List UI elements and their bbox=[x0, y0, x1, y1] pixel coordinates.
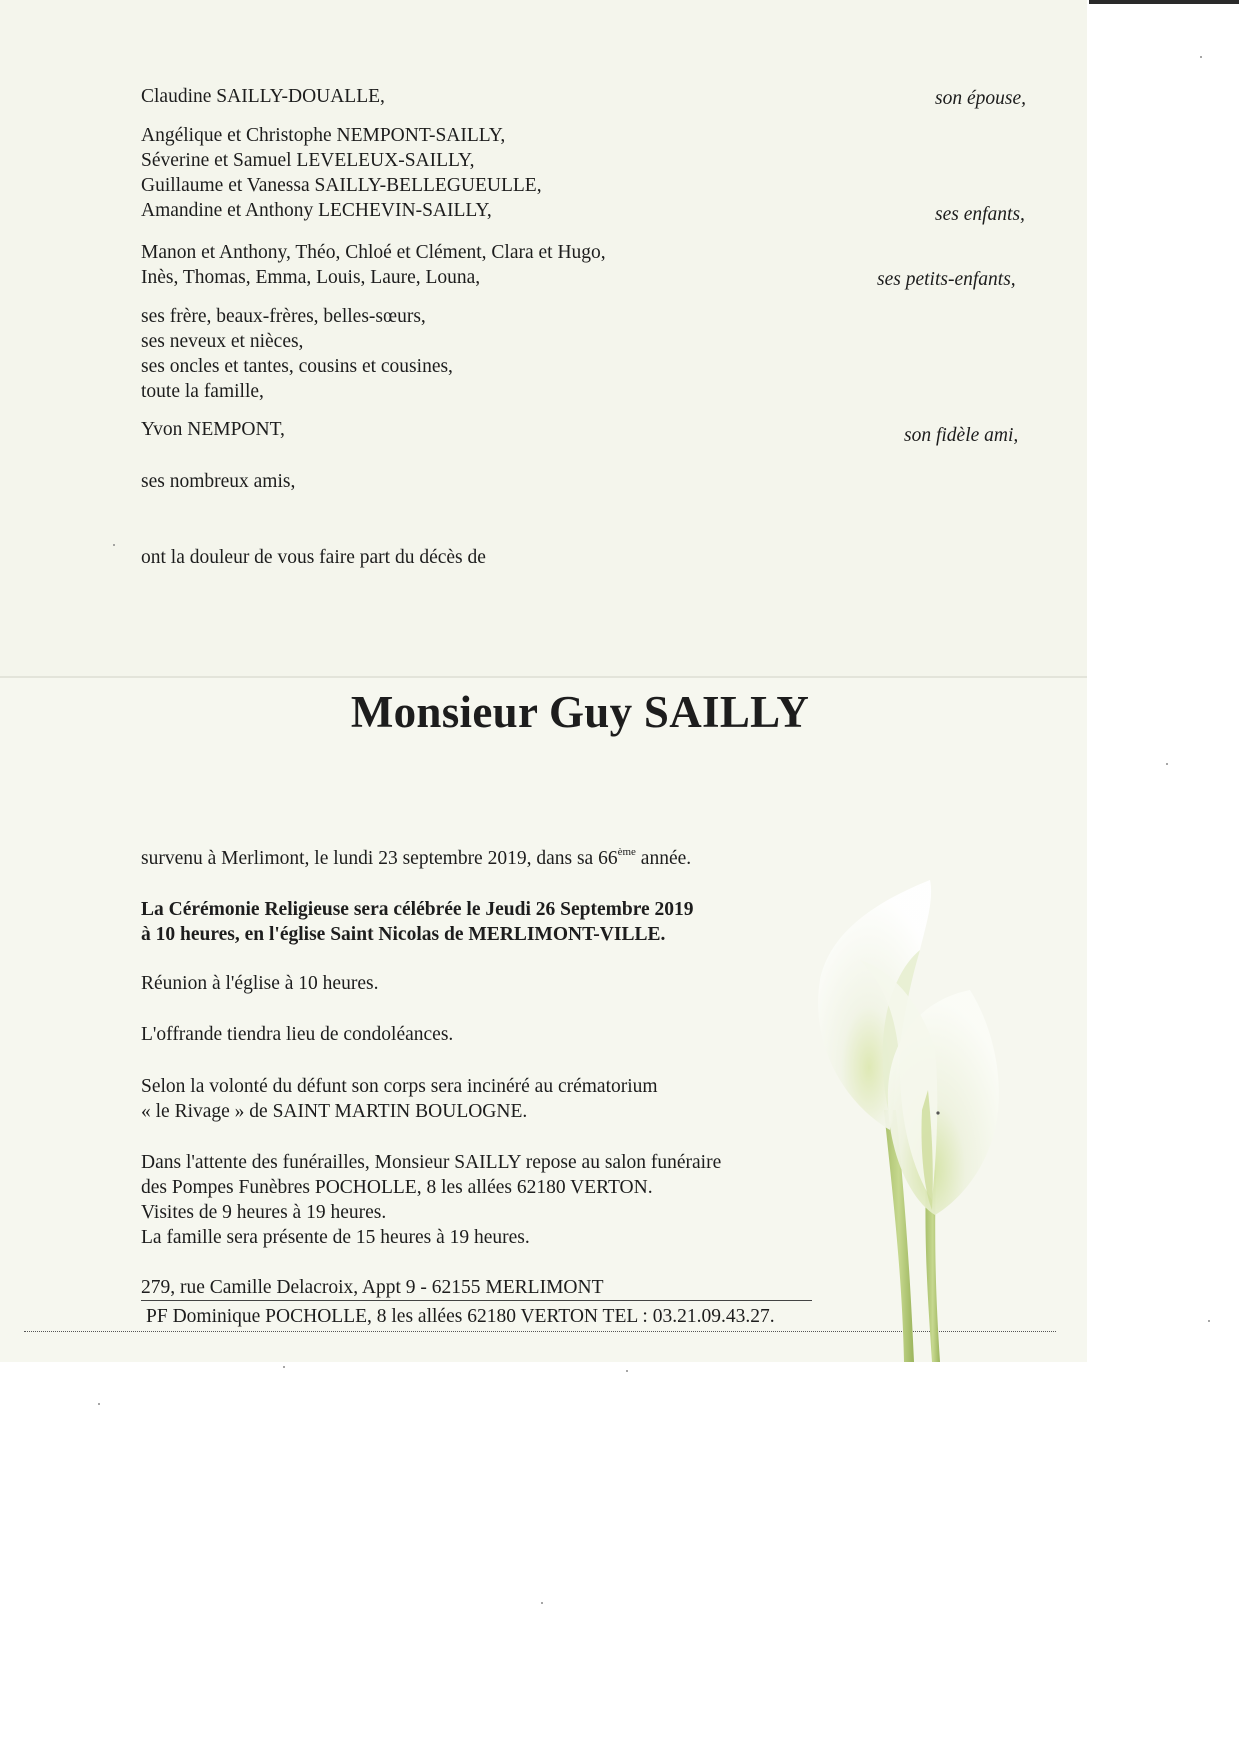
child-line: Séverine et Samuel LEVELEUX-SAILLY, bbox=[141, 150, 475, 171]
scan-speck bbox=[1166, 763, 1168, 765]
address-line: 279, rue Camille Delacroix, Appt 9 - 62155 MERLIMONT bbox=[141, 1277, 604, 1298]
spouse-name: Claudine SAILLY-DOUALLE, bbox=[141, 86, 385, 107]
visitation-line: des Pompes Funèbres POCHOLLE, 8 les allées 62180 VERTON. bbox=[141, 1177, 653, 1198]
scan-speck bbox=[1208, 1320, 1210, 1322]
grandchildren-line: Manon et Anthony, Théo, Chloé et Clément, Clara et Hugo, bbox=[141, 242, 606, 263]
death-text-end: année. bbox=[635, 848, 692, 869]
child-line: Amandine et Anthony LECHEVIN-SAILLY, bbox=[141, 200, 492, 221]
relatives-line: toute la famille, bbox=[141, 381, 264, 402]
friends-line: ses nombreux amis, bbox=[141, 471, 296, 492]
cremation-line: « le Rivage » de SAINT MARTIN BOULOGNE. bbox=[141, 1101, 528, 1122]
relatives-line: ses frère, beaux-frères, belles-sœurs, bbox=[141, 306, 426, 327]
relatives-line: ses neveux et nièces, bbox=[141, 331, 304, 352]
spouse-role: son épouse, bbox=[935, 88, 1026, 109]
scan-edge-mark bbox=[1089, 0, 1239, 4]
friend-role: son fidèle ami, bbox=[904, 425, 1019, 446]
death-line bbox=[141, 846, 691, 871]
scan-speck bbox=[283, 1366, 285, 1368]
scan-speck bbox=[113, 544, 115, 546]
grandchildren-line: Inès, Thomas, Emma, Louis, Laure, Louna, bbox=[141, 267, 481, 288]
scan-speck bbox=[541, 1602, 543, 1604]
meeting-line: Réunion à l'église à 10 heures. bbox=[141, 973, 379, 994]
scan-speck bbox=[98, 1403, 100, 1405]
ceremony-line: à 10 heures, en l'église Saint Nicolas de MERLIMONT-VILLE. bbox=[141, 924, 666, 945]
scan-speck bbox=[626, 1370, 628, 1372]
address-underline bbox=[141, 1300, 812, 1301]
cremation-line: Selon la volonté du défunt son corps sera incinéré au crématorium bbox=[141, 1076, 658, 1097]
ceremony-line: La Cérémonie Religieuse sera célébrée le Jeudi 26 Septembre 2019 bbox=[141, 899, 694, 920]
death-ordinal: ème bbox=[617, 846, 636, 858]
scan-speck bbox=[1200, 56, 1202, 58]
funeral-home-line: PF Dominique POCHOLLE, 8 les allées 62180 VERTON TEL : 03.21.09.43.27. bbox=[146, 1306, 775, 1327]
offering-line: L'offrande tiendra lieu de condoléances. bbox=[141, 1024, 454, 1045]
grandchildren-role: ses petits-enfants, bbox=[877, 269, 1016, 290]
deceased-name: Monsieur Guy SAILLY bbox=[350, 687, 810, 737]
visitation-line: Dans l'attente des funérailles, Monsieur SAILLY repose au salon funéraire bbox=[141, 1152, 722, 1173]
visitation-line: La famille sera présente de 15 heures à 19 heures. bbox=[141, 1227, 530, 1248]
fold-line bbox=[0, 676, 1087, 678]
announcement-line: ont la douleur de vous faire part du décès de bbox=[141, 547, 486, 568]
death-text: survenu à Merlimont, le lundi 23 septembre 2019, dans sa 66 bbox=[141, 848, 618, 869]
relatives-line: ses oncles et tantes, cousins et cousines, bbox=[141, 356, 453, 377]
friend-name: Yvon NEMPONT, bbox=[141, 419, 285, 440]
visitation-line: Visites de 9 heures à 19 heures. bbox=[141, 1202, 387, 1223]
children-role: ses enfants, bbox=[935, 204, 1025, 225]
calla-lily-illustration bbox=[800, 870, 1040, 1362]
child-line: Angélique et Christophe NEMPONT-SAILLY, bbox=[141, 125, 506, 146]
child-line: Guillaume et Vanessa SAILLY-BELLEGUEULLE, bbox=[141, 175, 542, 196]
